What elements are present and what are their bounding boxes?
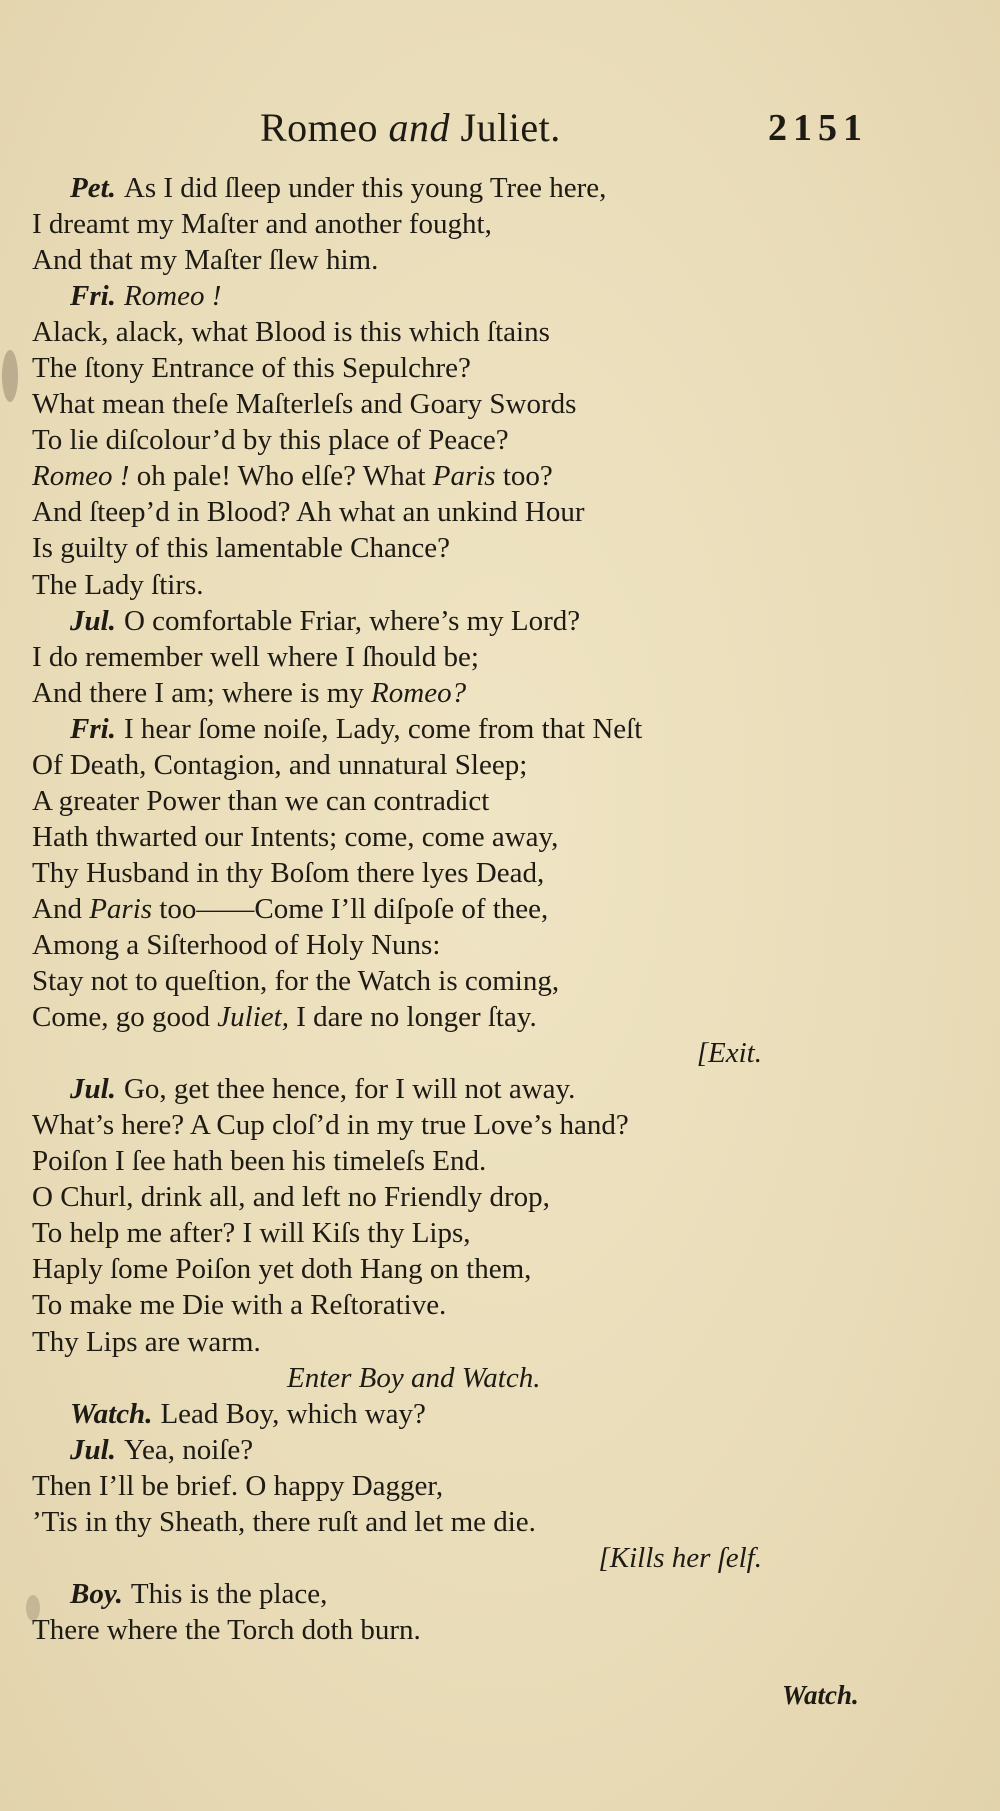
- line-text: This is the place,: [130, 1577, 328, 1610]
- italic-name: Juliet,: [217, 1001, 289, 1034]
- italic-name: Paris: [89, 892, 153, 925]
- catchword: Watch.: [782, 1680, 859, 1710]
- title-part: Juliet.: [450, 105, 561, 150]
- stage-direction-exit: [Kills her ſelf.: [598, 1541, 762, 1574]
- verse-line: Hath thwarted our Intents; come, come away,: [32, 820, 559, 853]
- verse-line: Is guilty of this lamentable Chance?: [32, 532, 450, 565]
- verse-line: Then I’ll be brief. O happy Dagger,: [32, 1469, 444, 1502]
- verse-line: [32, 675, 762, 711]
- verse-line: Stay not to queſtion, for the Watch is coming,: [32, 965, 560, 998]
- verse-line: [32, 891, 762, 927]
- italic-name: Paris: [432, 460, 496, 493]
- line-text: Lead Boy, which way?: [160, 1397, 426, 1430]
- title-part-italic: and: [388, 105, 451, 150]
- speech-line: [32, 278, 762, 314]
- speaker-name: Fri.: [70, 712, 116, 745]
- verse-line: ’Tis in thy Sheath, there ruſt and let me die.: [32, 1505, 536, 1538]
- verse-line: There where the Torch doth burn.: [32, 1613, 421, 1646]
- line-text: too——Come I’ll diſpoſe of thee,: [152, 892, 549, 925]
- speaker-name: Jul.: [70, 1433, 116, 1466]
- speech-line: [32, 1432, 762, 1468]
- speaker-name: Watch.: [70, 1397, 153, 1430]
- verse-line: Among a Siſterhood of Holy Nuns:: [32, 928, 441, 961]
- speaker-name: Jul.: [70, 1073, 116, 1106]
- line-text: oh pale! Who elſe? What: [129, 460, 433, 493]
- play-text: [32, 170, 762, 1648]
- verse-line: To help me after? I will Kiſs thy Lips,: [32, 1217, 471, 1250]
- stage-direction-exit: [Exit.: [696, 1037, 762, 1070]
- speaker-name: Boy.: [70, 1577, 123, 1610]
- verse-line: To lie diſcolour’d by this place of Peace?: [32, 424, 509, 457]
- speech-line: [32, 603, 762, 639]
- verse-line: O Churl, drink all, and left no Friendly drop,: [32, 1181, 550, 1214]
- line-text: too?: [495, 460, 553, 493]
- verse-line: Alack, alack, what Blood is this which ſtains: [32, 316, 550, 349]
- verse-line: [32, 458, 762, 494]
- verse-line: Thy Husband in thy Boſom there lyes Dead,: [32, 856, 545, 889]
- verse-line: And that my Maſter ſlew him.: [32, 244, 379, 277]
- line-text: Romeo !: [123, 280, 222, 313]
- verse-line: And ſteep’d in Blood? Ah what an unkind Hour: [32, 496, 585, 529]
- line-text: I hear ſome noiſe, Lady, come from that Neſt: [123, 712, 643, 745]
- line-text: Yea, noiſe?: [123, 1433, 254, 1466]
- speech-line: [32, 711, 762, 747]
- italic-name: Romeo !: [32, 460, 130, 493]
- verse-line: What’s here? A Cup cloſ’d in my true Love’s hand?: [32, 1109, 629, 1142]
- italic-name: Romeo?: [371, 676, 467, 709]
- line-text: And there I am; where is my: [32, 676, 372, 709]
- title-part: Romeo: [260, 105, 389, 150]
- verse-line: I do remember well where I ſhould be;: [32, 640, 479, 673]
- stage-direction: The Lady ſtirs.: [32, 568, 204, 601]
- verse-line: Of Death, Contagion, and unnatural Sleep;: [32, 748, 528, 781]
- speaker-name: Pet.: [70, 172, 116, 204]
- line-text: Come, go good: [32, 1001, 218, 1034]
- stage-direction-enter: Enter Boy and Watch.: [287, 1361, 541, 1394]
- verse-line: What mean theſe Maſterleſs and Goary Swords: [32, 388, 577, 421]
- verse-line: [32, 999, 762, 1035]
- line-text: Go, get thee hence, for I will not away.: [123, 1073, 576, 1106]
- running-title: [260, 104, 561, 151]
- verse-line: A greater Power than we can contradict: [32, 784, 490, 817]
- ink-blot: [2, 350, 18, 402]
- verse-line: To make me Die with a Reſtorative.: [32, 1289, 447, 1322]
- verse-line: Thy Lips are warm.: [32, 1325, 261, 1358]
- verse-line: Haply ſome Poiſon yet doth Hang on them,: [32, 1253, 532, 1286]
- verse-line: Poiſon I ſee hath been his timeleſs End.: [32, 1145, 487, 1178]
- speech-line: [32, 1576, 762, 1612]
- page-header: [0, 104, 1000, 160]
- speaker-name: Jul.: [70, 604, 116, 637]
- verse-line: I dreamt my Maſter and another fought,: [32, 208, 492, 241]
- line-text: As I did ſleep under this young Tree here,: [123, 172, 607, 204]
- speech-line: [32, 1071, 762, 1107]
- speech-line: [32, 1396, 762, 1432]
- page-number: 2151: [768, 107, 868, 149]
- line-text: O comfortable Friar, where’s my Lord?: [123, 604, 581, 637]
- line-text: And: [32, 892, 90, 925]
- speaker-name: Fri.: [70, 280, 116, 313]
- speech-line: [32, 170, 762, 206]
- verse-line: The ſtony Entrance of this Sepulchre?: [32, 352, 471, 385]
- line-text: I dare no longer ſtay.: [288, 1001, 537, 1034]
